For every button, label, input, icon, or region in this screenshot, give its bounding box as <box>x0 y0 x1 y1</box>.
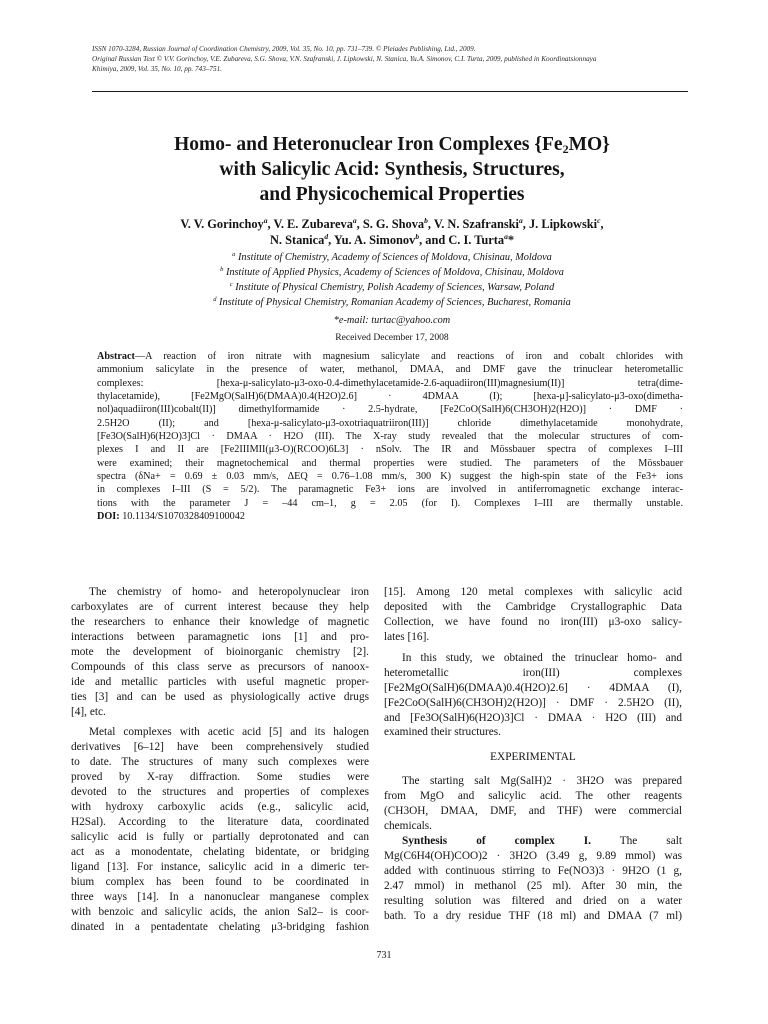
body-line: bath. To a dry residue THF (18 ml) and DMAA (7 ml) <box>384 909 682 922</box>
affiliation-c: $^c$ Institute of Physical Chemistry, Polish Academy of Sciences, Warsaw, Poland <box>229 281 555 293</box>
body-left-column <box>71 585 369 935</box>
abstract-line: ammonium salicylate in the presence of water, methanol, DMAA, and DMF gave the trinuclear heterometallic <box>97 364 683 376</box>
paper-title-line-3: and Physicochemical Properties <box>259 184 525 205</box>
abstract-line: were examined; their magnetochemical and thermal properties were studied. The parameters of the Mössbauer <box>97 457 683 469</box>
abstract-line: complexes: [hexa-μ-salicylato-μ3-oxo-0.4-dimethylacetamide-2.6-aquadiiron(III)magnesium(II)] tetra(dime- <box>97 377 683 389</box>
body-line: The starting salt Mg(SalH)2 · 3H2O was prepared <box>402 775 682 788</box>
abstract-line: spectra (δNa+ = 0.69 ± 0.03 mm/s, ΔEQ = 0.76–1.08 mm/s, 300 K) suggest the high-spin state of the Fe3+ ions <box>97 471 683 483</box>
abstract-line: plexes I and II are [Fe2IIIMII(μ3-O)(RCOO)6L3] · nSolv. The IR and Mössbauer spectra of complexes I–III <box>97 444 683 456</box>
section-heading-experimental: EXPERIMENTAL <box>490 751 576 764</box>
subsection-heading: Synthesis of complex I. <box>402 835 591 848</box>
body-line: the researchers to enhance their knowledge of magnetic <box>71 615 369 628</box>
body-line: lates [16]. <box>384 630 430 643</box>
body-line: Metal complexes with acetic acid [5] and its halogen <box>89 726 369 739</box>
affiliation-b: $^b$ Institute of Applied Physics, Academy of Sciences of Moldova, Chisinau, Moldova <box>220 266 564 278</box>
body-line: (CH3OH, DMAA, DMF, and THF) were commercial <box>384 805 682 818</box>
body-line: [Fe2MgO(SalH)6(DMAA)0.4(H2O)2.6] · 4DMAA (I), <box>384 681 682 694</box>
body-line: act as a monodentate, chelating bidentate, or bridging <box>71 845 369 858</box>
body-line: derivatives [6–12] have been comprehensively studied <box>71 741 369 754</box>
body-line: mote the development of bioinorganic chemistry [2]. <box>71 645 369 658</box>
body-line: bium complex has been found to be coordinated in <box>71 875 369 888</box>
abstract-line: 2.5H2O (II); and [hexa-μ-salicylato-μ3-oxotriaquatriiron(III)] chloride dimethylacetamide monohydrate, <box>97 417 683 429</box>
abstract-line: [Fe3O(SalH)6(H2O)3]Cl · DMAA · H2O (III). The X-ray study revealed that the molecular structures of com- <box>97 431 683 443</box>
body-line: ligand [13]. For instance, salicylic acid in a dimeric ter- <box>71 860 369 873</box>
authors-line-2: N. Stanica$^d$, Yu. A. Simonov$^b$, and C. I. Turta$^a$* <box>269 232 515 247</box>
body-line: interactions between paramagnetic ions [1] and pro- <box>71 630 369 643</box>
abstract <box>97 350 683 523</box>
body-line: resulting solution was filtered and dried on a water <box>384 894 682 907</box>
body-line: and [Fe3O(SalH)6(H2O)3]Cl · DMAA · H2O (III) and <box>384 711 682 724</box>
abstract-line: Abstract—A reaction of iron nitrate with magnesium salicylate and reactions of iron and cobalt chlorides with <box>97 351 683 362</box>
abstract-line: nol)aquadiiron(III)cobalt(II)] dimethylformamide · 2.5-hydrate, [Fe2CoO(SalH)6(CH3OH)2(H2O)] · DMF · <box>97 404 683 416</box>
corresponding-email: *e-mail: turtac@yahoo.com <box>333 315 451 326</box>
body-line: carboxylates are of current interest because they help <box>71 600 369 613</box>
body-line: with benzoic and salicylic acids, the anion Sal2– is coor- <box>71 905 369 918</box>
body-line: Compounds of this class serve as precursors of nanoox- <box>71 660 369 673</box>
body-line: Collection, we have found no iron(III) μ3-oxo salicy- <box>384 615 682 628</box>
body-line: The chemistry of homo- and heteropolynuclear iron <box>89 586 369 598</box>
body-line: Mg(C6H4(OH)COO)2 · 3H2O (3.49 g, 9.89 mmol) was <box>384 850 682 863</box>
body-line: 2.47 mmol) in methanol (25 ml). After 30 min, the <box>384 879 682 892</box>
body-line: heterometallic iron(III) complexes <box>384 666 682 679</box>
body-line: [15]. Among 120 metal complexes with salicylic acid <box>384 586 682 598</box>
received-date: Received December 17, 2008 <box>335 332 449 343</box>
body-line: [Fe2CoO(SalH)6(CH3OH)2(H2O)] · DMF · 2.5H2O (II), <box>384 696 682 709</box>
authors-line-1: V. V. Gorinchoy$^a$, V. E. Zubareva$^a$, S. G. Shova$^b$, V. N. Szafranski$^a$, J. Lipkowski$^c$, <box>180 216 604 231</box>
affiliation-a: $^a$ Institute of Chemistry, Academy of Sciences of Moldova, Chisinau, Moldova <box>232 251 552 263</box>
body-line: chemicals. <box>384 820 432 833</box>
body-line: proved by X-ray diffraction. Some studies were <box>71 771 369 784</box>
body-line: salicylic acid is fully or partially deprotonated and can <box>71 831 369 843</box>
body-line: ide and metallic particles with useful magnetic proper- <box>71 675 369 688</box>
body-line: deposited with the Cambridge Crystallographic Data <box>384 600 682 613</box>
paper-title-line-2: with Salicylic Acid: Synthesis, Structures, <box>219 159 565 180</box>
paper-title-line-1: Homo- and Heteronuclear Iron Complexes $\{Fe_2MO\}$ <box>174 134 610 156</box>
body-line: from MgO and salicylic acid. The other reagents <box>384 790 682 803</box>
doi-line: DOI: 10.1134/S1070328409100042 <box>97 511 245 523</box>
abstract-line: in complexes I–III (S = 5/2). The paramagnetic Fe3+ ions are involved in antiferromagnetic exchange interac- <box>97 484 683 496</box>
abstract-line: tions with the parameter J = –44 cm–1, g = 2.05 (for I). Complexes I–III are thermally unstable. <box>97 497 683 509</box>
body-line: H2Sal). According to the literature data, coordinated <box>71 816 369 829</box>
header-rule <box>92 91 688 92</box>
original-text-line-continued: Khimiya, 2009, Vol. 35, No. 10, pp. 743–751. <box>92 65 222 73</box>
body-line: Synthesis of complex I. The salt <box>402 835 682 848</box>
affiliation-d: $^d$ Institute of Physical Chemistry, Romanian Academy of Sciences, Bucharest, Romania <box>213 296 571 308</box>
body-line: added with continuous stirring to Fe(NO3)3 · 9H2O (1 g, <box>384 865 682 877</box>
journal-citation-line: ISSN 1070-3284, Russian Journal of Coordination Chemistry, 2009, Vol. 35, No. 10, pp. 731–739. © Pleiades Publishing, Ltd., 2009. <box>92 45 476 53</box>
body-line: devoted to the structures and properties of complexes <box>71 786 369 799</box>
body-line: three ways [14]. In a nanonuclear manganese complex <box>71 890 369 903</box>
page-number: 731 <box>376 950 392 961</box>
body-line: with hydroxy carboxylic acids (e.g., salicylic acid, <box>71 801 369 814</box>
body-line: ties [3] and can be used as physiologically active drugs <box>71 690 369 703</box>
original-text-line: Original Russian Text © V.V. Gorinchoy, V.E. Zubareva, S.G. Shova, V.N. Szafranski, J. Lipkowski, N. Stanica, Yu.A. Simonov, C.I. Turta, 2009, published in Koordinatsionnaya <box>92 55 597 63</box>
body-line: [4], etc. <box>71 705 106 718</box>
body-line: examined their structures. <box>384 726 502 739</box>
body-line: In this study, we obtained the trinuclear homo- and <box>402 651 682 664</box>
doi-link[interactable]: 10.1134/S1070328409100042 <box>119 511 245 523</box>
body-right-column <box>384 585 682 924</box>
abstract-line: thylacetamide), [Fe2MgO(SalH)6(DMAA)0.4(H2O)2.6] · 4DMAA (I); [hexa-μ]-salicylato-μ3-oxo(dimetha- <box>97 391 683 403</box>
body-line: dinated in a pentadentate chelating μ3-bridging fashion <box>71 920 369 933</box>
body-line: to date. The structures of many such complexes were <box>71 756 369 769</box>
